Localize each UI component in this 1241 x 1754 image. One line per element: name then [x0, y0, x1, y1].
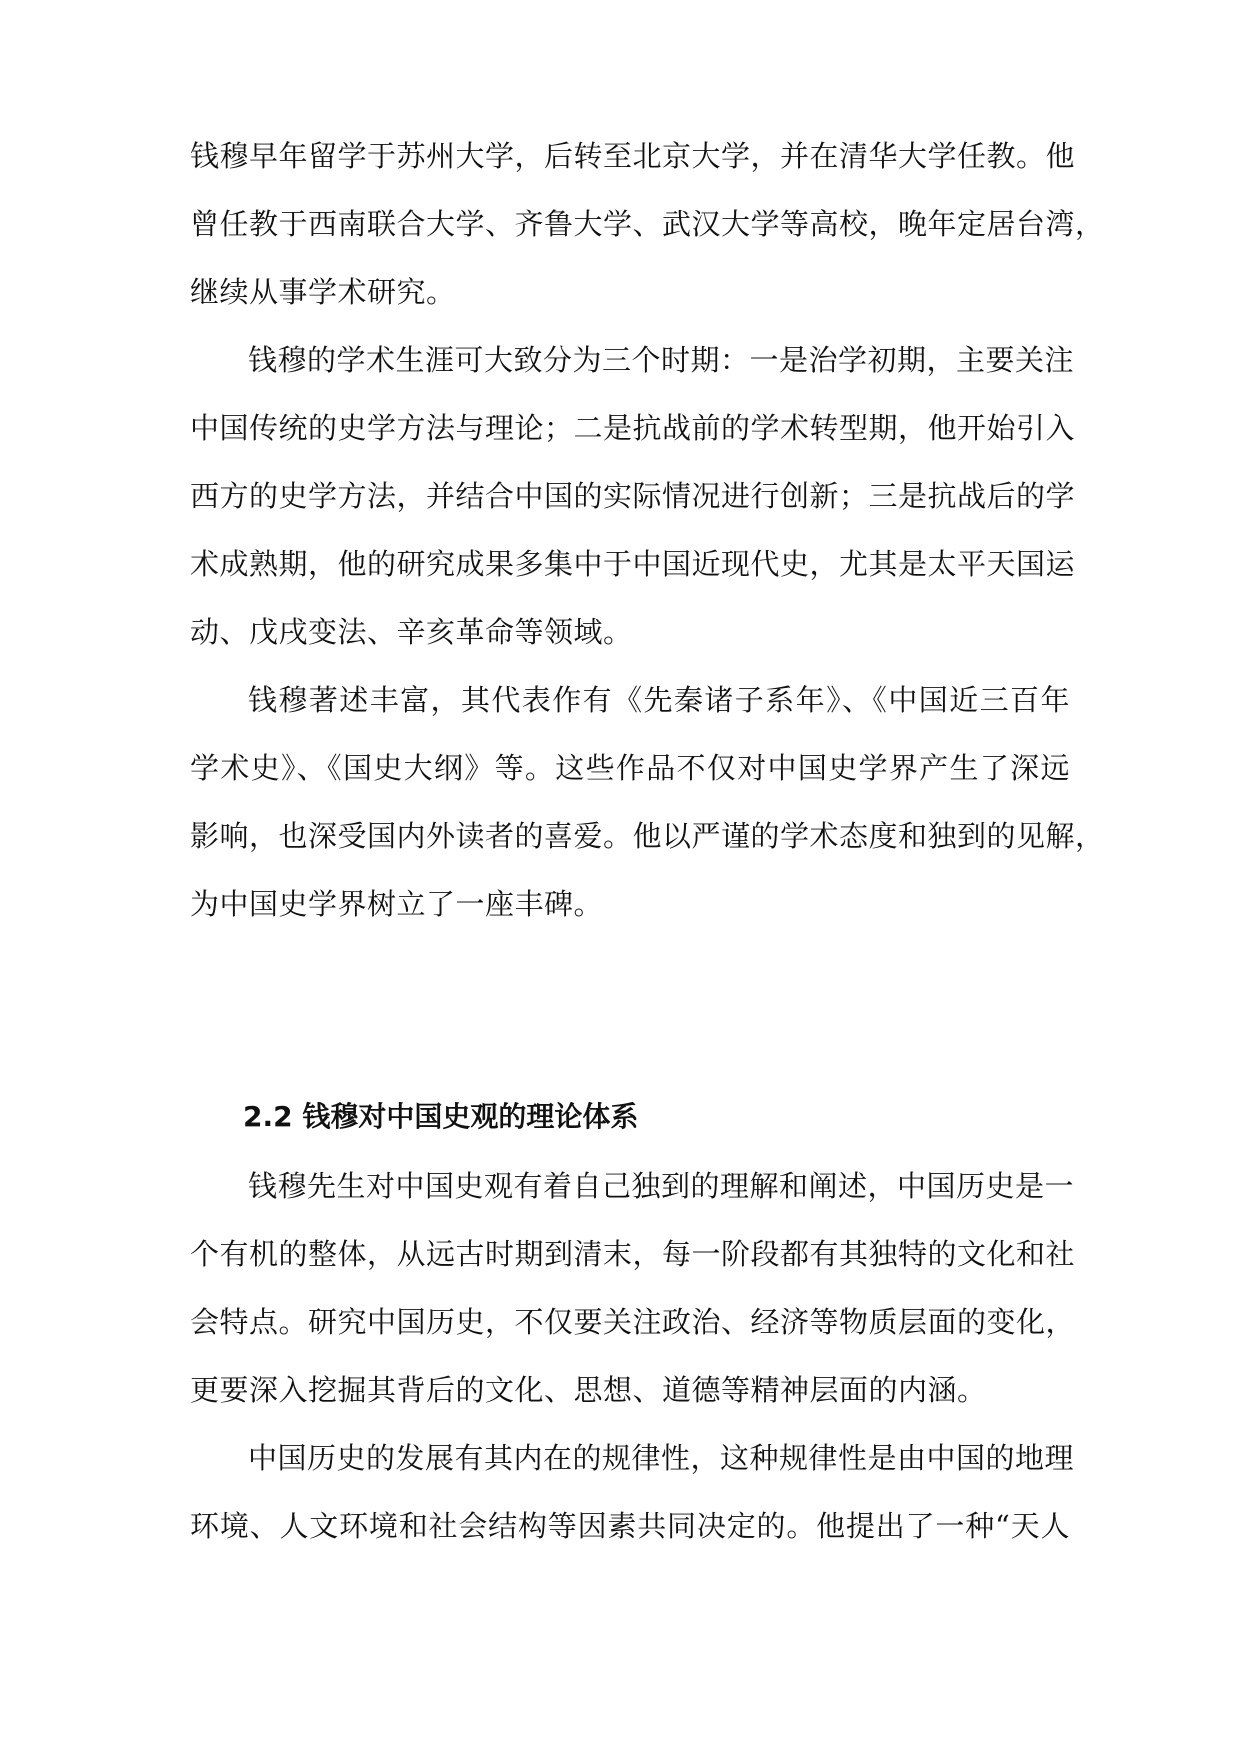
text-line: 钱穆的学术生涯可大致分为三个时期：一是治学初期，主要关注 [248, 343, 1075, 377]
text-line: 钱穆先生对中国史观有着自己独到的理解和阐述，中国历史是一 [248, 1169, 1075, 1203]
text-line: 环境、人文环境和社会结构等因素共同决定的。他提出了一种“天人 [190, 1509, 1070, 1543]
text-line: 中国历史的发展有其内在的规律性，这种规律性是由中国的地理 [248, 1441, 1075, 1475]
text-line: 钱穆早年留学于苏州大学，后转至北京大学，并在清华大学任教。他 [190, 139, 1076, 173]
text-line: 会特点。研究中国历史，不仅要关注政治、经济等物质层面的变化， [190, 1305, 1076, 1339]
text-line: 术成熟期，他的研究成果多集中于中国近现代史，尤其是太平天国运 [190, 547, 1076, 581]
text-line: 曾任教于西南联合大学、齐鲁大学、武汉大学等高校，晚年定居台湾， [190, 207, 1105, 241]
text-line: 为中国史学界树立了一座丰碑。 [190, 887, 604, 921]
text-line: 个有机的整体，从远古时期到清末，每一阶段都有其独特的文化和社 [190, 1237, 1076, 1271]
text-line: 中国传统的史学方法与理论；二是抗战前的学术转型期，他开始引入 [190, 411, 1076, 445]
text-line: 钱穆著述丰富，其代表作有《先秦诸子系年》、《中国近三百年 [248, 683, 1070, 717]
text-line: 继续从事学术研究。 [190, 275, 456, 309]
section-heading: 2.2 钱穆对中国史观的理论体系 [243, 1100, 639, 1133]
text-line: 动、戊戌变法、辛亥革命等领域。 [190, 615, 633, 649]
text-line: 学术史》、《国史大纲》等。这些作品不仅对中国史学界产生了深远 [190, 751, 1070, 785]
text-line: 西方的史学方法，并结合中国的实际情况进行创新；三是抗战后的学 [190, 479, 1076, 513]
text-line: 更要深入挖掘其背后的文化、思想、道德等精神层面的内涵。 [190, 1373, 987, 1407]
text-line: 影响，也深受国内外读者的喜爱。他以严谨的学术态度和独到的见解， [190, 819, 1105, 853]
